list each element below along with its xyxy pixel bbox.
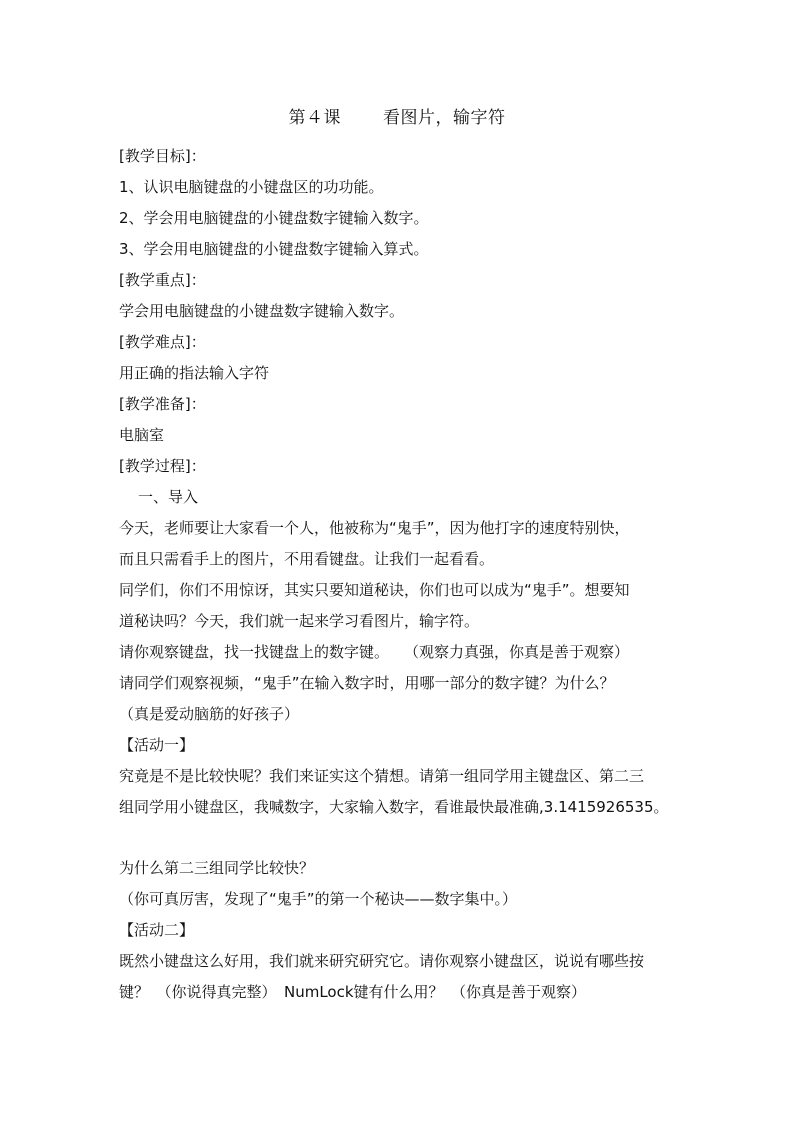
intro-paragraph-line-4: 道秘诀吗？今天，我们就一起来学习看图片，输字符。 <box>119 612 480 630</box>
lesson-body <box>119 141 684 1008</box>
process-heading: [教学过程]： <box>119 457 206 475</box>
activity-1-line-1: 究竟是不是比较快呢？我们来证实这个猜想。请第一组同学用主键盘区、第二三 <box>119 767 645 785</box>
activity-1-heading: 【活动一】 <box>119 736 195 754</box>
observe-keyboard-line: 请你观察键盘，找一找键盘上的数字键。 （观察力真强，你真是善于观察） <box>119 643 630 661</box>
preparation-text: 电脑室 <box>119 426 165 444</box>
praise-line: （真是爱动脑筋的好孩子） <box>119 705 300 723</box>
objective-3: 3、学会用电脑键盘的小键盘数字键输入算式。 <box>119 240 429 258</box>
intro-heading: 一、导入 <box>123 488 199 506</box>
activity-1-line-2: 组同学用小键盘区，我喊数字，大家输入数字，看谁最快最准确,3.1415926535。 <box>119 798 669 816</box>
objectives-heading: [教学目标]： <box>119 147 206 165</box>
lesson-number: 第４课 <box>288 108 341 128</box>
lesson-title <box>0 107 794 129</box>
keypoint-text: 学会用电脑键盘的小键盘数字键输入数字。 <box>119 302 405 320</box>
activity-2-line-1: 既然小键盘这么好用，我们就来研究研究它。请你观察小键盘区，说说有哪些按 <box>119 952 645 970</box>
secret-line: （你可真厉害，发现了“鬼手”的第一个秘诀——数字集中。） <box>119 890 518 908</box>
blank-line <box>119 823 684 853</box>
intro-paragraph-line-3: 同学们，你们不用惊讶，其实只要知道秘诀，你们也可以成为“鬼手”。想要知 <box>119 581 630 599</box>
intro-paragraph-line-2: 而且只需看手上的图片，不用看键盘。让我们一起看看。 <box>119 550 495 568</box>
intro-paragraph-line-1: 今天，老师要让大家看一个人，他被称为“鬼手”，因为他打字的速度特别快， <box>119 519 630 537</box>
lesson-name: 看图片，输字符 <box>383 108 506 128</box>
objective-1: 1、认识电脑键盘的小键盘区的功功能。 <box>119 178 384 196</box>
difficulty-text: 用正确的指法输入字符 <box>119 364 270 382</box>
objective-2: 2、学会用电脑键盘的小键盘数字键输入数字。 <box>119 209 429 227</box>
activity-2-line-2: 键？ （你说得真完整） NumLock键有什么用？ （你真是善于观察） <box>119 983 587 1001</box>
activity-2-heading: 【活动二】 <box>119 921 195 939</box>
keypoint-heading: [教学重点]： <box>119 271 206 289</box>
preparation-heading: [教学准备]： <box>119 395 206 413</box>
question-line: 为什么第二三组同学比较快？ <box>119 859 315 877</box>
difficulty-heading: [教学难点]： <box>119 333 206 351</box>
observe-video-line: 请同学们观察视频，“鬼手”在输入数字时，用哪一部分的数字键？为什么？ <box>119 674 615 692</box>
